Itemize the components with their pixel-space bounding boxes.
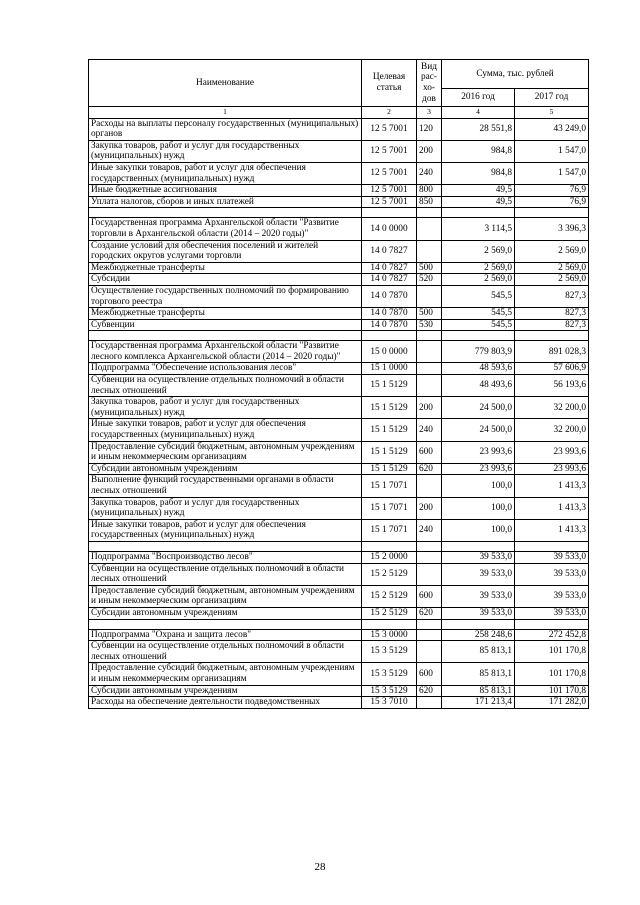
empty-cell [417, 331, 442, 341]
row-amount-2017: 39 533,0 [515, 607, 589, 619]
row-amount-2016: 258 248,6 [442, 629, 515, 641]
row-name: Иные закупки товаров, работ и услуг для обеспечения государственных (муниципальных) нужд [89, 519, 362, 541]
row-target-article: 12 5 7001 [362, 185, 417, 197]
table-row [89, 663, 589, 685]
row-expense-type [417, 218, 442, 240]
table-row [89, 240, 589, 262]
table-row [89, 363, 589, 375]
table-row [89, 563, 589, 585]
row-amount-2017: 56 193,6 [515, 375, 589, 397]
row-target-article: 15 2 0000 [362, 551, 417, 563]
empty-cell [89, 619, 362, 629]
row-name: Подпрограмма "Охрана и защита лесов" [89, 629, 362, 641]
row-amount-2017: 39 533,0 [515, 585, 589, 607]
row-expense-type [417, 475, 442, 497]
row-target-article: 15 1 5129 [362, 375, 417, 397]
row-target-article: 14 0 7827 [362, 274, 417, 286]
row-amount-2016: 39 533,0 [442, 607, 515, 619]
row-amount-2016: 39 533,0 [442, 551, 515, 563]
row-amount-2016: 2 569,0 [442, 274, 515, 286]
empty-cell [417, 208, 442, 218]
row-amount-2016: 100,0 [442, 519, 515, 541]
row-name: Создание условий для обеспечения поселений и жителей городских округов услугами торговли [89, 240, 362, 262]
row-amount-2017: 272 452,8 [515, 629, 589, 641]
header-target-article: Целевая статья [362, 60, 417, 107]
table-row [89, 140, 589, 162]
table-row [89, 341, 589, 363]
table-row [89, 463, 589, 475]
row-expense-type: 850 [417, 196, 442, 208]
row-expense-type: 500 [417, 308, 442, 320]
row-target-article: 15 1 5129 [362, 419, 417, 441]
table-row [89, 185, 589, 197]
empty-cell [89, 208, 362, 218]
table-row [89, 397, 589, 419]
row-name: Подпрограмма "Обеспечение использования лесов" [89, 363, 362, 375]
row-expense-type: 600 [417, 663, 442, 685]
row-amount-2016: 48 593,6 [442, 363, 515, 375]
row-amount-2017: 43 249,0 [515, 118, 589, 140]
table-row [89, 697, 589, 709]
table-row [89, 218, 589, 240]
row-expense-type [417, 563, 442, 585]
row-amount-2017: 2 569,0 [515, 262, 589, 274]
spacer-row [89, 208, 589, 218]
empty-cell [442, 208, 515, 218]
row-name: Субсидии автономным учреждениям [89, 463, 362, 475]
row-expense-type [417, 551, 442, 563]
row-amount-2017: 39 533,0 [515, 563, 589, 585]
row-expense-type: 240 [417, 419, 442, 441]
row-expense-type [417, 629, 442, 641]
header-year-2016: 2016 год [442, 89, 515, 107]
row-amount-2016: 545,5 [442, 319, 515, 331]
row-target-article: 12 5 7001 [362, 196, 417, 208]
row-amount-2017: 1 547,0 [515, 162, 589, 184]
column-index: 1 [89, 107, 362, 119]
row-target-article: 12 5 7001 [362, 140, 417, 162]
page-number: 28 [314, 861, 326, 873]
row-amount-2017: 101 170,8 [515, 685, 589, 697]
row-amount-2017: 827,3 [515, 319, 589, 331]
row-amount-2017: 1 413,3 [515, 497, 589, 519]
row-amount-2017: 2 569,0 [515, 240, 589, 262]
row-expense-type: 530 [417, 319, 442, 331]
row-amount-2017: 3 396,3 [515, 218, 589, 240]
row-amount-2017: 23 993,6 [515, 463, 589, 475]
empty-cell [515, 619, 589, 629]
header-name: Наименование [89, 60, 362, 107]
empty-cell [515, 541, 589, 551]
row-name: Иные закупки товаров, работ и услуг для обеспечения государственных (муниципальных) нужд [89, 419, 362, 441]
table-row [89, 262, 589, 274]
row-expense-type: 120 [417, 118, 442, 140]
row-expense-type [417, 285, 442, 307]
row-amount-2016: 85 813,1 [442, 663, 515, 685]
table-row [89, 285, 589, 307]
row-name: Субвенции на осуществление отдельных полномочий в области лесных отношений [89, 563, 362, 585]
row-expense-type: 520 [417, 274, 442, 286]
row-amount-2016: 171 213,4 [442, 697, 515, 709]
row-name: Субсидии автономным учреждениям [89, 607, 362, 619]
row-expense-type: 600 [417, 441, 442, 463]
row-name: Закупка товаров, работ и услуг для государственных (муниципальных) нужд [89, 397, 362, 419]
row-target-article: 14 0 7870 [362, 308, 417, 320]
row-expense-type: 500 [417, 262, 442, 274]
spacer-row [89, 331, 589, 341]
empty-cell [515, 208, 589, 218]
row-name: Государственная программа Архангельской области "Развитие торговли в Архангельской области (2014 – 2020 годы)" [89, 218, 362, 240]
empty-cell [515, 331, 589, 341]
row-target-article: 15 1 5129 [362, 463, 417, 475]
empty-cell [417, 541, 442, 551]
row-name: Закупка товаров, работ и услуг для государственных (муниципальных) нужд [89, 497, 362, 519]
row-amount-2016: 85 813,1 [442, 641, 515, 663]
row-expense-type [417, 240, 442, 262]
row-name: Межбюджетные трансферты [89, 262, 362, 274]
row-amount-2016: 100,0 [442, 475, 515, 497]
empty-cell [442, 331, 515, 341]
row-name: Предоставление субсидий бюджетным, автономным учреждениям и иным некоммерческим организациям [89, 441, 362, 463]
table-row [89, 629, 589, 641]
row-target-article: 14 0 7870 [362, 319, 417, 331]
row-name: Расходы на выплаты персоналу государственных (муниципальных) органов [89, 118, 362, 140]
row-name: Государственная программа Архангельской области "Развитие лесного комплекса Архангельской области (2014 – 2020 годы)" [89, 341, 362, 363]
column-index: 5 [515, 107, 589, 119]
row-amount-2016: 100,0 [442, 497, 515, 519]
row-expense-type: 240 [417, 162, 442, 184]
empty-cell [362, 331, 417, 341]
row-amount-2017: 1 547,0 [515, 140, 589, 162]
row-name: Предоставление субсидий бюджетным, автономным учреждениям и иным некоммерческим организациям [89, 585, 362, 607]
empty-cell [362, 208, 417, 218]
row-target-article: 15 3 5129 [362, 685, 417, 697]
row-amount-2016: 24 500,0 [442, 419, 515, 441]
row-target-article: 15 3 7010 [362, 697, 417, 709]
row-amount-2016: 85 813,1 [442, 685, 515, 697]
spacer-row [89, 619, 589, 629]
row-expense-type [417, 641, 442, 663]
row-amount-2017: 76,9 [515, 196, 589, 208]
row-amount-2017: 1 413,3 [515, 519, 589, 541]
row-amount-2017: 32 200,0 [515, 397, 589, 419]
table-row [89, 118, 589, 140]
row-name: Уплата налогов, сборов и иных платежей [89, 196, 362, 208]
row-target-article: 15 2 5129 [362, 585, 417, 607]
table-row [89, 319, 589, 331]
empty-cell [362, 619, 417, 629]
row-amount-2016: 545,5 [442, 285, 515, 307]
row-target-article: 15 3 5129 [362, 663, 417, 685]
table-row [89, 441, 589, 463]
header-sum: Сумма, тыс. рублей [442, 60, 589, 89]
row-name: Субвенции на осуществление отдельных полномочий в области лесных отношений [89, 641, 362, 663]
table-row [89, 497, 589, 519]
row-amount-2016: 48 493,6 [442, 375, 515, 397]
row-amount-2016: 545,5 [442, 308, 515, 320]
table-row [89, 641, 589, 663]
row-name: Предоставление субсидий бюджетным, автономным учреждениям и иным некоммерческим организациям [89, 663, 362, 685]
header-expense-type: Вид рас- хо- дов [417, 60, 442, 107]
row-amount-2016: 2 569,0 [442, 262, 515, 274]
row-amount-2017: 101 170,8 [515, 663, 589, 685]
row-target-article: 14 0 7827 [362, 262, 417, 274]
row-amount-2016: 24 500,0 [442, 397, 515, 419]
row-expense-type: 240 [417, 519, 442, 541]
row-name: Иные закупки товаров, работ и услуг для обеспечения государственных (муниципальных) нужд [89, 162, 362, 184]
table-row [89, 196, 589, 208]
table-row [89, 551, 589, 563]
row-amount-2017: 171 282,0 [515, 697, 589, 709]
row-amount-2016: 984,8 [442, 162, 515, 184]
row-amount-2016: 23 993,6 [442, 441, 515, 463]
row-target-article: 14 0 0000 [362, 218, 417, 240]
row-expense-type: 200 [417, 497, 442, 519]
row-amount-2016: 23 993,6 [442, 463, 515, 475]
row-amount-2016: 39 533,0 [442, 563, 515, 585]
table-row [89, 685, 589, 697]
row-expense-type [417, 697, 442, 709]
empty-cell [89, 331, 362, 341]
row-target-article: 15 1 7071 [362, 497, 417, 519]
row-amount-2017: 32 200,0 [515, 419, 589, 441]
empty-cell [417, 619, 442, 629]
row-amount-2017: 2 569,0 [515, 274, 589, 286]
row-target-article: 15 2 5129 [362, 563, 417, 585]
row-name: Межбюджетные трансферты [89, 308, 362, 320]
row-amount-2017: 57 606,9 [515, 363, 589, 375]
row-target-article: 15 3 5129 [362, 641, 417, 663]
row-target-article: 15 0 0000 [362, 341, 417, 363]
spacer-row [89, 541, 589, 551]
row-amount-2017: 827,3 [515, 285, 589, 307]
row-expense-type [417, 375, 442, 397]
table-row [89, 419, 589, 441]
row-amount-2017: 1 413,3 [515, 475, 589, 497]
table-body [89, 118, 589, 708]
row-name: Субсидии [89, 274, 362, 286]
row-expense-type: 620 [417, 463, 442, 475]
row-amount-2016: 49,5 [442, 196, 515, 208]
column-index: 3 [417, 107, 442, 119]
row-amount-2017: 23 993,6 [515, 441, 589, 463]
row-expense-type [417, 363, 442, 375]
row-amount-2017: 76,9 [515, 185, 589, 197]
row-amount-2017: 827,3 [515, 308, 589, 320]
row-amount-2016: 2 569,0 [442, 240, 515, 262]
row-name: Субвенции на осуществление отдельных полномочий в области лесных отношений [89, 375, 362, 397]
column-index: 2 [362, 107, 417, 119]
table-row [89, 585, 589, 607]
row-amount-2017: 101 170,8 [515, 641, 589, 663]
row-target-article: 14 0 7870 [362, 285, 417, 307]
row-expense-type: 620 [417, 607, 442, 619]
empty-cell [442, 541, 515, 551]
row-target-article: 12 5 7001 [362, 118, 417, 140]
budget-table [88, 59, 589, 709]
row-target-article: 15 1 7071 [362, 519, 417, 541]
header-year-2017: 2017 год [515, 89, 589, 107]
row-amount-2017: 39 533,0 [515, 551, 589, 563]
row-target-article: 15 1 0000 [362, 363, 417, 375]
row-name: Субсидии автономным учреждениям [89, 685, 362, 697]
row-amount-2016: 984,8 [442, 140, 515, 162]
table-row [89, 475, 589, 497]
row-expense-type: 200 [417, 397, 442, 419]
row-amount-2016: 28 551,8 [442, 118, 515, 140]
row-amount-2017: 891 028,3 [515, 341, 589, 363]
row-name: Выполнение функций государственными органами в области лесных отношений [89, 475, 362, 497]
row-name: Закупка товаров, работ и услуг для государственных (муниципальных) нужд [89, 140, 362, 162]
row-amount-2016: 39 533,0 [442, 585, 515, 607]
table-row [89, 607, 589, 619]
row-target-article: 15 1 5129 [362, 397, 417, 419]
table-row [89, 308, 589, 320]
row-name: Подпрограмма "Воспроизводство лесов" [89, 551, 362, 563]
table-row [89, 375, 589, 397]
row-name: Иные бюджетные ассигнования [89, 185, 362, 197]
table-row [89, 519, 589, 541]
column-index: 4 [442, 107, 515, 119]
table-row [89, 162, 589, 184]
row-name: Расходы на обеспечение деятельности подведомственных [89, 697, 362, 709]
row-amount-2016: 779 803,9 [442, 341, 515, 363]
row-target-article: 15 1 5129 [362, 441, 417, 463]
table-row [89, 274, 589, 286]
row-name: Осуществление государственных полномочий по формированию торгового реестра [89, 285, 362, 307]
row-target-article: 12 5 7001 [362, 162, 417, 184]
row-name: Субвенции [89, 319, 362, 331]
empty-cell [362, 541, 417, 551]
row-target-article: 15 1 7071 [362, 475, 417, 497]
row-expense-type [417, 341, 442, 363]
row-amount-2016: 3 114,5 [442, 218, 515, 240]
row-amount-2016: 49,5 [442, 185, 515, 197]
row-target-article: 15 2 5129 [362, 607, 417, 619]
empty-cell [89, 541, 362, 551]
empty-cell [442, 619, 515, 629]
row-expense-type: 800 [417, 185, 442, 197]
row-target-article: 14 0 7827 [362, 240, 417, 262]
row-expense-type: 600 [417, 585, 442, 607]
row-target-article: 15 3 0000 [362, 629, 417, 641]
row-expense-type: 200 [417, 140, 442, 162]
row-expense-type: 620 [417, 685, 442, 697]
